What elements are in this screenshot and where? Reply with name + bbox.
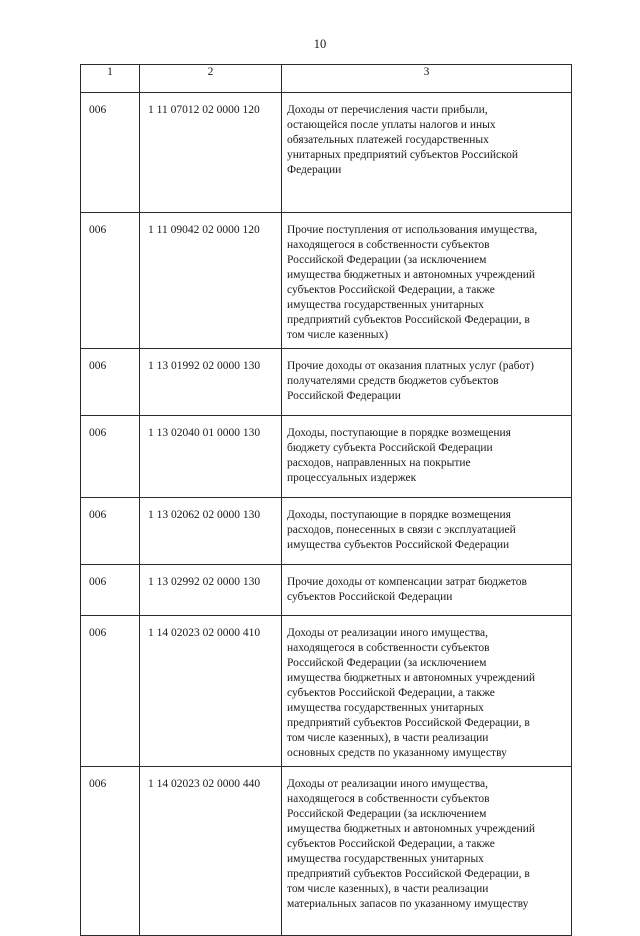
description-line: находящегося в собственности субъектов	[287, 793, 490, 805]
budget-code-cell: 1 14 02023 02 0000 410	[140, 616, 282, 767]
header-cell-2: 2	[140, 65, 282, 93]
description-line: процессуальных издержек	[287, 472, 417, 484]
budget-code-cell: 1 14 02023 02 0000 440	[140, 767, 282, 936]
description-cell	[282, 213, 572, 349]
budget-code-cell: 1 11 09042 02 0000 120	[140, 213, 282, 349]
description-line: находящегося в собственности субъектов	[287, 239, 490, 251]
description-line: том числе казенных)	[287, 329, 389, 341]
description-line: имущества бюджетных и автономных учреждений	[287, 823, 536, 835]
description-line: Российской Федерации (за исключением	[287, 254, 487, 266]
description-line: том числе казенных), в части реализации	[287, 732, 489, 744]
table-row	[81, 213, 572, 349]
description-line: Прочие поступления от использования имущества,	[287, 224, 538, 236]
description-line: том числе казенных), в части реализации	[287, 883, 489, 895]
description-line: основных средств по указанному имуществу	[287, 747, 507, 759]
budget-code-cell: 1 11 07012 02 0000 120	[140, 93, 282, 213]
description-cell	[282, 416, 572, 498]
table-row	[81, 93, 572, 213]
description-line: бюджету субъекта Российской Федерации	[287, 442, 493, 454]
description-cell	[282, 93, 572, 213]
admin-code-cell: 006	[81, 416, 140, 498]
description-line: имущества бюджетных и автономных учреждений	[287, 672, 536, 684]
description-line: Доходы от реализации иного имущества,	[287, 778, 488, 790]
table-row	[81, 565, 572, 616]
description-line: Прочие доходы от оказания платных услуг (работ)	[287, 360, 534, 372]
description-line: имущества государственных унитарных	[287, 299, 484, 311]
header-cell-1: 1	[81, 65, 140, 93]
admin-code-cell: 006	[81, 213, 140, 349]
table-row	[81, 416, 572, 498]
budget-code-cell: 1 13 02062 02 0000 130	[140, 498, 282, 565]
description-line: имущества государственных унитарных	[287, 702, 484, 714]
description-cell	[282, 616, 572, 767]
admin-code-cell: 006	[81, 616, 140, 767]
description-line: расходов, направленных на покрытие	[287, 457, 471, 469]
description-line: предприятий субъектов Российской Федерации, в	[287, 717, 530, 729]
description-line: Российской Федерации (за исключением	[287, 808, 487, 820]
description-line: имущества субъектов Российской Федерации	[287, 539, 510, 551]
description-line: Доходы от реализации иного имущества,	[287, 627, 488, 639]
description-line: субъектов Российской Федерации	[287, 591, 453, 603]
admin-code-cell: 006	[81, 93, 140, 213]
description-cell	[282, 498, 572, 565]
description-cell	[282, 349, 572, 416]
description-line: имущества бюджетных и автономных учреждений	[287, 269, 536, 281]
table-body	[81, 65, 572, 936]
description-line: Доходы, поступающие в порядке возмещения	[287, 427, 511, 439]
table-row	[81, 616, 572, 767]
table-row	[81, 767, 572, 936]
table-header-row	[81, 65, 572, 93]
description-line: находящегося в собственности субъектов	[287, 642, 490, 654]
description-line: Российской Федерации	[287, 390, 401, 402]
description-line: расходов, понесенных в связи с эксплуатацией	[287, 524, 516, 536]
description-line: Доходы, поступающие в порядке возмещения	[287, 509, 511, 521]
description-line: субъектов Российской Федерации, а также	[287, 687, 495, 699]
budget-code-cell: 1 13 02992 02 0000 130	[140, 565, 282, 616]
admin-code-cell: 006	[81, 767, 140, 936]
description-line: Доходы от перечисления части прибыли,	[287, 104, 488, 116]
description-line: обязательных платежей государственных	[287, 134, 489, 146]
description-line: субъектов Российской Федерации, а также	[287, 284, 495, 296]
admin-code-cell: 006	[81, 349, 140, 416]
table-row	[81, 349, 572, 416]
admin-code-cell: 006	[81, 565, 140, 616]
page-number: 10	[313, 37, 327, 51]
description-line: Прочие доходы от компенсации затрат бюджетов	[287, 576, 527, 588]
description-line: субъектов Российской Федерации, а также	[287, 838, 495, 850]
description-cell	[282, 565, 572, 616]
description-line: Российской Федерации (за исключением	[287, 657, 487, 669]
budget-code-cell: 1 13 02040 01 0000 130	[140, 416, 282, 498]
budget-code-cell: 1 13 01992 02 0000 130	[140, 349, 282, 416]
header-cell-3: 3	[282, 65, 572, 93]
admin-code-cell: 006	[81, 498, 140, 565]
description-line: остающейся после уплаты налогов и иных	[287, 119, 496, 131]
description-line: Федерации	[287, 164, 342, 176]
description-line: предприятий субъектов Российской Федерации, в	[287, 314, 530, 326]
revenue-codes-table	[80, 64, 572, 936]
description-line: получателями средств бюджетов субъектов	[287, 375, 499, 387]
description-cell	[282, 767, 572, 936]
description-line: имущества государственных унитарных	[287, 853, 484, 865]
description-line: унитарных предприятий субъектов Российской	[287, 149, 519, 161]
description-line: материальных запасов по указанному имуществу	[287, 898, 529, 910]
description-line: предприятий субъектов Российской Федерации, в	[287, 868, 530, 880]
table-row	[81, 498, 572, 565]
